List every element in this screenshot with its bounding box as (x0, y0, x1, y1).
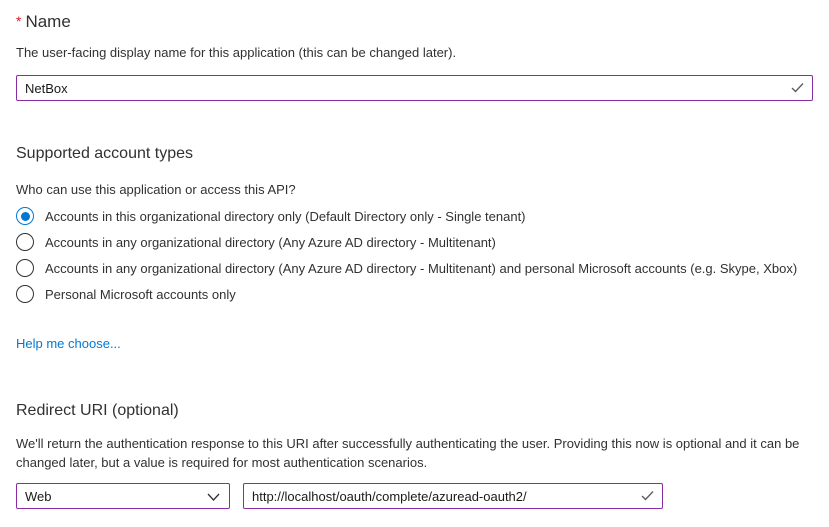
uri-input-wrap (243, 483, 663, 509)
redirect-uri-section (16, 401, 813, 509)
account-types-radio-group (16, 207, 813, 303)
name-input-wrap (16, 75, 813, 101)
name-field-title (16, 11, 813, 32)
radio-option-label: Personal Microsoft accounts only (45, 286, 236, 302)
name-section (16, 11, 813, 101)
radio-unselected-icon[interactable] (16, 233, 34, 251)
radio-option-multitenant[interactable] (16, 233, 813, 251)
account-types-question: Who can use this application or access this API? (16, 182, 296, 197)
app-registration-form (0, 11, 829, 509)
redirect-uri-description: We'll return the authentication response to this URI after successfully authenticating the user. Providing this now is optional and it can be changed later, but a value is required for most authentication scenarios. (16, 436, 800, 470)
radio-option-label: Accounts in this organizational directory only (Default Directory only - Single tenant) (45, 208, 526, 224)
radio-selected-icon[interactable] (16, 207, 34, 225)
name-field-description: The user-facing display name for this application (this can be changed later). (16, 45, 457, 60)
help-me-choose-link[interactable]: Help me choose... (16, 336, 121, 351)
chevron-down-icon (207, 492, 220, 502)
radio-unselected-icon[interactable] (16, 285, 34, 303)
platform-select-value: Web (25, 488, 52, 504)
redirect-uri-title: Redirect URI (optional) (16, 402, 179, 419)
supported-account-types-section (16, 144, 813, 353)
radio-unselected-icon[interactable] (16, 259, 34, 277)
platform-select[interactable] (16, 483, 230, 509)
redirect-uri-input[interactable] (243, 483, 663, 509)
radio-option-label: Accounts in any organizational directory (Any Azure AD directory - Multitenant) (45, 234, 496, 250)
radio-option-label: Accounts in any organizational directory (Any Azure AD directory - Multitenant) and personal Microsoft accounts (e.g. Skype, Xbox) (45, 260, 798, 276)
required-asterisk: * (16, 13, 22, 29)
name-input[interactable] (16, 75, 813, 101)
supported-account-types-title: Supported account types (16, 145, 194, 162)
redirect-uri-row (16, 483, 813, 509)
radio-option-personal-only[interactable] (16, 285, 813, 303)
name-field-title-text: Name (25, 12, 71, 31)
radio-option-multitenant-personal[interactable] (16, 259, 813, 277)
radio-option-single-tenant[interactable] (16, 207, 813, 225)
